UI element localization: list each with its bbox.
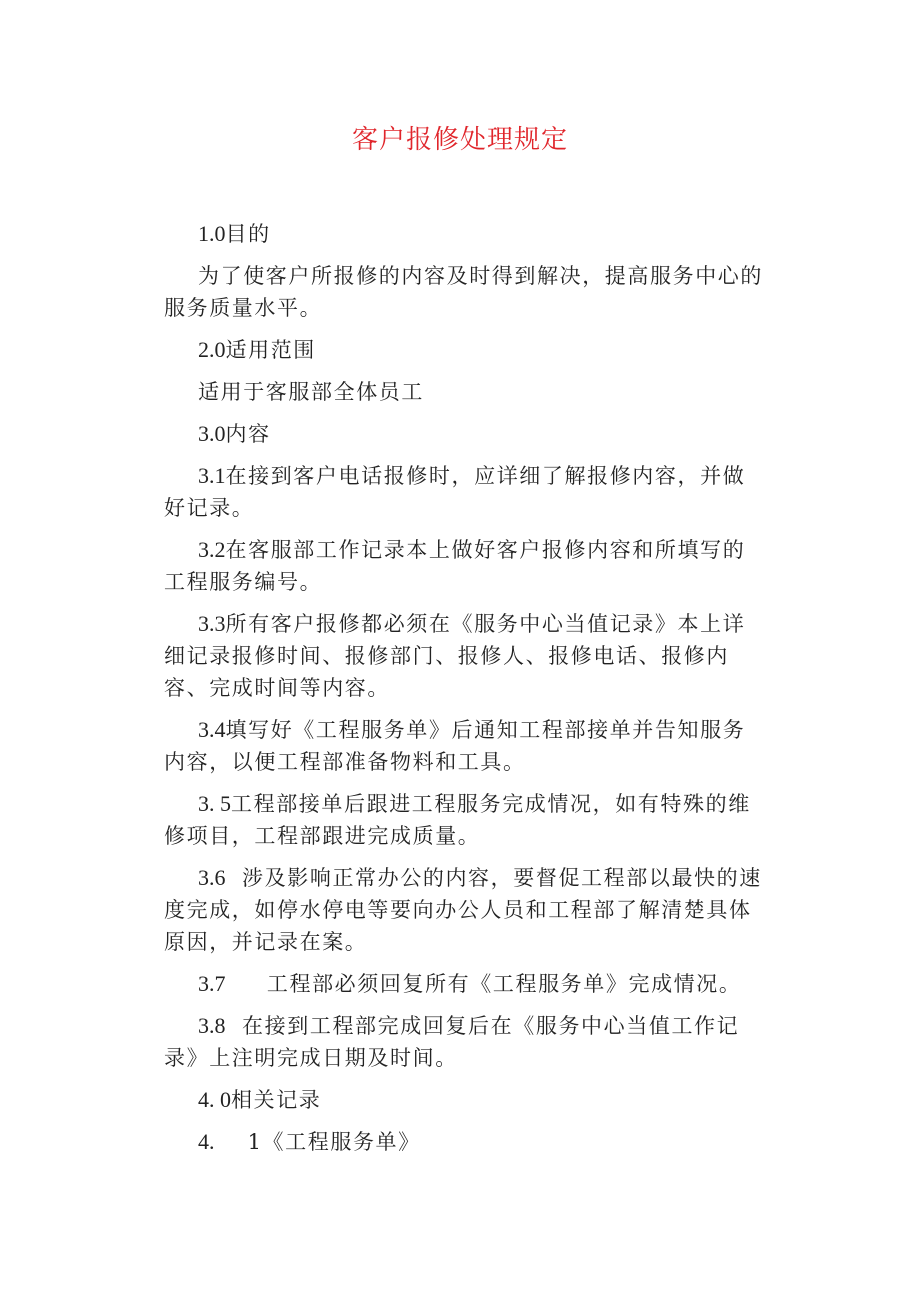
paragraph — [164, 1010, 764, 1074]
section-number: 4. 0 — [198, 1087, 231, 1112]
section-number: 2.0 — [198, 337, 226, 362]
paragraph-text: 目的 — [225, 222, 271, 246]
paragraph — [164, 714, 764, 778]
paragraph-text: 在客服部工作记录本上做好客户报修内容和所填写的工程服务编号。 — [164, 538, 746, 594]
paragraph-text: 工程部接单后跟进工程服务完成情况，如有特殊的维修项目，工程部跟进完成质量。 — [164, 792, 751, 848]
paragraph-text: 为了使客户所报修的内容及时得到解决，提高服务中心的服务质量水平。 — [164, 264, 763, 320]
section-number: 3.0 — [198, 421, 226, 446]
section-number: 3. 5 — [198, 791, 231, 816]
paragraph-text: 1《工程服务单》 — [214, 1130, 421, 1154]
section-number: 3.8 — [198, 1013, 226, 1038]
paragraph-text: 适用于客服部全体员工 — [198, 380, 424, 404]
section-number: 3.2 — [198, 537, 226, 562]
section-number: 4. — [198, 1129, 215, 1154]
paragraph — [164, 534, 764, 598]
paragraph-text: 适用范围 — [225, 338, 316, 362]
paragraph — [164, 1084, 764, 1116]
paragraph — [164, 334, 764, 366]
document-body — [164, 218, 764, 1168]
section-number: 1.0 — [198, 221, 226, 246]
paragraph — [164, 260, 764, 324]
paragraph-text: 所有客户报修都必须在《服务中心当值记录》本上详细记录报修时间、报修部门、报修人、报修电话、报修内容、完成时间等内容。 — [164, 612, 746, 700]
section-number: 3.7 — [198, 971, 226, 996]
paragraph — [164, 376, 764, 408]
paragraph — [164, 418, 764, 450]
section-number: 3.1 — [198, 463, 226, 488]
document-title: 客户报修处理规定 — [351, 125, 568, 155]
paragraph — [164, 968, 764, 1000]
paragraph-text: 相关记录 — [231, 1088, 322, 1112]
paragraph-text: 工程部必须回复所有《工程服务单》完成情况。 — [225, 972, 742, 996]
paragraph-text: 填写好《工程服务单》后通知工程部接单并告知服务内容，以便工程部准备物料和工具。 — [164, 718, 746, 774]
paragraph — [164, 218, 764, 250]
paragraph — [164, 862, 764, 958]
paragraph-text: 在接到工程部完成回复后在《服务中心当值工作记录》上注明完成日期及时间。 — [164, 1014, 740, 1070]
section-number: 3.3 — [198, 611, 226, 636]
paragraph-text: 内容 — [225, 422, 271, 446]
paragraph — [164, 788, 764, 852]
paragraph — [164, 608, 764, 704]
section-number: 3.4 — [198, 717, 226, 742]
section-number: 3.6 — [198, 865, 226, 890]
paragraph-text: 在接到客户电话报修时，应详细了解报修内容，并做好记录。 — [164, 464, 746, 520]
paragraph-text: 涉及影响正常办公的内容，要督促工程部以最快的速度完成，如停水停电等要向办公人员和工程部了解清楚具体原因，并记录在案。 — [164, 866, 762, 954]
paragraph — [164, 1126, 764, 1158]
paragraph — [164, 460, 764, 524]
